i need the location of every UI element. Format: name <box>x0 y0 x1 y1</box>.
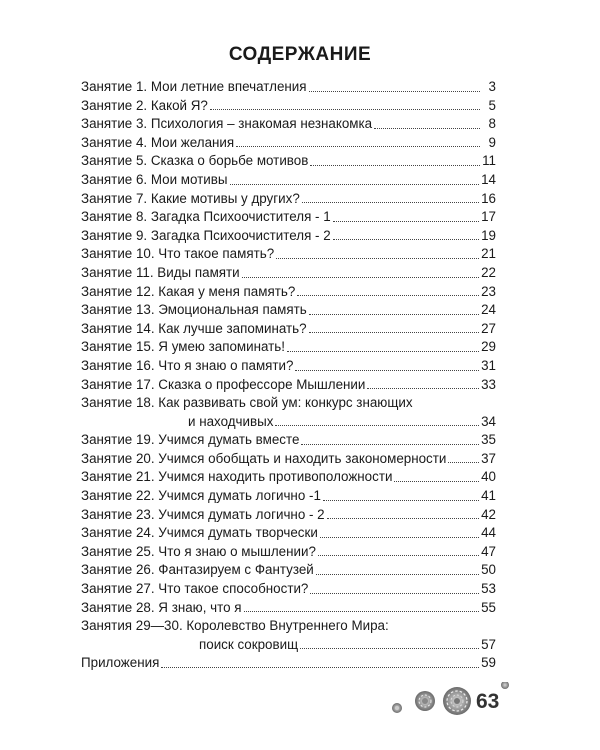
toc-entry <box>81 152 496 171</box>
toc-entry <box>81 506 496 525</box>
toc-entry-page: 17 <box>481 209 496 225</box>
toc-entry-page: 34 <box>481 413 496 429</box>
toc-entry-label: поиск сокровищ <box>199 636 299 652</box>
leader-dots <box>242 277 479 278</box>
toc-entry-label: Занятие 1. Мои летние впечатления <box>81 79 307 94</box>
toc-entry <box>81 654 496 673</box>
toc-entry <box>81 97 496 116</box>
leader-dots <box>275 425 479 426</box>
toc-entry-label: Занятие 27. Что такое способности? <box>81 581 309 597</box>
toc-entry <box>81 487 496 506</box>
toc-entry-page: 33 <box>481 376 496 392</box>
toc-entry-page: 37 <box>481 450 496 466</box>
leader-dots <box>323 500 479 501</box>
toc-entry-label: Занятие 12. Какая у меня память? <box>81 283 296 299</box>
footer-ornament <box>385 682 525 722</box>
toc-entry <box>81 543 496 562</box>
toc-entry-label: Занятие 2. Какой Я? <box>81 97 208 113</box>
toc-entry <box>81 171 496 190</box>
toc-entry <box>81 599 496 618</box>
toc-entry-page: 57 <box>481 636 496 652</box>
toc-entry-label: Занятие 11. Виды памяти <box>81 264 240 280</box>
toc-entry-label: Занятие 14. Как лучше запоминать? <box>81 320 307 336</box>
leader-dots <box>316 574 479 575</box>
toc-entry-page: 11 <box>482 153 496 169</box>
toc-entry-label: Занятие 25. Что я знаю о мышлении? <box>81 543 316 559</box>
toc-entry-label: Занятие 18. Как развивать свой ум: конкурс знающих <box>81 395 413 411</box>
toc-entry <box>81 320 496 339</box>
leader-dots <box>318 555 479 556</box>
toc-entry-label: Занятие 6. Мои мотивы <box>81 171 228 187</box>
toc-entry <box>81 468 496 487</box>
leader-dots <box>333 221 479 222</box>
toc-entry <box>81 78 496 97</box>
toc-entry-label: Занятие 26. Фантазируем с Фантузей <box>81 562 314 578</box>
flower-ornament-icon <box>385 682 525 722</box>
toc-entry-label: Занятие 4. Мои желания <box>81 134 235 150</box>
toc-entry-page: 29 <box>481 339 496 355</box>
toc-entry-label: Приложения <box>81 655 160 671</box>
toc-entry-page: 19 <box>481 227 496 243</box>
toc-entry-page: 3 <box>488 79 496 94</box>
toc-entry-page: 59 <box>481 655 496 671</box>
toc-entry-page: 55 <box>481 599 496 615</box>
leader-dots <box>310 593 479 594</box>
toc-entry-label: Занятие 16. Что я знаю о памяти? <box>81 357 294 373</box>
toc-entry-page: 16 <box>481 190 496 206</box>
leader-dots <box>309 332 479 333</box>
toc-entry <box>81 524 496 543</box>
leader-dots <box>287 351 479 352</box>
leader-dots <box>309 91 480 92</box>
toc-entry-page: 21 <box>481 246 496 262</box>
toc-entry <box>81 580 496 599</box>
leader-dots <box>320 537 479 538</box>
toc-entry-label: Занятие 13. Эмоциональная память <box>81 302 307 318</box>
leader-dots <box>161 667 479 668</box>
toc-entry-label: Занятие 23. Учимся думать логично - 2 <box>81 506 325 522</box>
leader-dots <box>236 146 480 147</box>
toc-entry-label: Занятие 10. Что такое память? <box>81 246 275 262</box>
toc-entry <box>81 394 496 413</box>
toc-entry-continuation <box>81 413 496 432</box>
toc-entry-page: 31 <box>481 357 496 373</box>
toc-entry-page: 40 <box>481 469 496 485</box>
toc-entry-page: 53 <box>481 581 496 597</box>
toc-entry <box>81 190 496 209</box>
toc-entry-label: Занятия 29—30. Королевство Внутреннего Мира: <box>81 618 389 634</box>
toc-entry-continuation <box>81 636 496 655</box>
toc-entry <box>81 431 496 450</box>
toc-entry-page: 8 <box>488 116 496 132</box>
toc-entry-label: Занятие 19. Учимся думать вместе <box>81 432 300 448</box>
toc-entry <box>81 301 496 320</box>
flower-tiny-icon <box>501 682 509 689</box>
toc-entry-page: 9 <box>488 134 496 150</box>
toc-entry <box>81 561 496 580</box>
toc-entry-label: Занятие 22. Учимся думать логично -1 <box>81 488 321 504</box>
toc-entry <box>81 264 496 283</box>
toc-entry <box>81 134 496 153</box>
toc-entry-label: Занятие 3. Психология – знакомая незнакомка <box>81 116 373 132</box>
leader-dots <box>297 295 479 296</box>
toc-entry-label: Занятие 24. Учимся думать творчески <box>81 525 318 541</box>
toc-entry <box>81 338 496 357</box>
leader-dots <box>394 481 479 482</box>
toc-entry <box>81 245 496 264</box>
toc-entry <box>81 376 496 395</box>
toc-entry <box>81 283 496 302</box>
toc-entry-label: Занятие 21. Учимся находить противоположности <box>81 469 393 485</box>
leader-dots <box>374 128 480 129</box>
toc-entry-label: Занятие 15. Я умею запоминать! <box>81 339 285 355</box>
leader-dots <box>210 109 480 110</box>
toc-entry-page: 23 <box>481 283 496 299</box>
toc-entry-page: 24 <box>481 302 496 318</box>
toc-entry-label: Занятие 17. Сказка о профессоре Мышлении <box>81 376 366 392</box>
toc-entry-page: 44 <box>481 525 496 541</box>
toc-entry <box>81 115 496 134</box>
leader-dots <box>309 314 479 315</box>
toc-entry-page: 41 <box>481 488 496 504</box>
leader-dots <box>310 165 480 166</box>
toc-entry-page: 22 <box>481 264 496 280</box>
leader-dots <box>300 648 479 649</box>
leader-dots <box>301 444 479 445</box>
toc-entry-label: Занятие 9. Загадка Психоочистителя - 2 <box>81 227 331 243</box>
toc-entry-label: Занятие 8. Загадка Психоочистителя - 1 <box>81 209 331 225</box>
toc-entry-label: Занятие 28. Я знаю, что я <box>81 599 242 615</box>
toc-entry-page: 42 <box>481 506 496 522</box>
leader-dots <box>367 388 479 389</box>
toc-entry <box>81 227 496 246</box>
toc-entry <box>81 357 496 376</box>
leader-dots <box>333 239 479 240</box>
toc-entry-label: Занятие 7. Какие мотивы у других? <box>81 190 300 206</box>
toc-entry <box>81 450 496 469</box>
toc-entry <box>81 208 496 227</box>
leader-dots <box>448 462 479 463</box>
leader-dots <box>244 611 480 612</box>
toc-entry-label: Занятие 20. Учимся обобщать и находить закономерности <box>81 450 447 466</box>
toc-entry-label: Занятие 5. Сказка о борьбе мотивов <box>81 153 309 169</box>
leader-dots <box>276 258 479 259</box>
toc-entry-page: 35 <box>481 432 496 448</box>
toc-entry-page: 14 <box>481 171 496 187</box>
table-of-contents <box>81 78 496 673</box>
leader-dots <box>327 518 479 519</box>
leader-dots <box>302 202 479 203</box>
toc-entry-page: 5 <box>488 97 496 113</box>
toc-entry-page: 27 <box>481 320 496 336</box>
page-number: 63 <box>476 690 500 713</box>
toc-entry <box>81 617 496 636</box>
toc-entry-page: 47 <box>481 543 496 559</box>
page-title: СОДЕРЖАНИЕ <box>228 44 372 65</box>
leader-dots <box>230 184 480 185</box>
leader-dots <box>295 370 479 371</box>
toc-entry-page: 50 <box>481 562 496 578</box>
toc-entry-label: и находчивых <box>188 413 274 429</box>
